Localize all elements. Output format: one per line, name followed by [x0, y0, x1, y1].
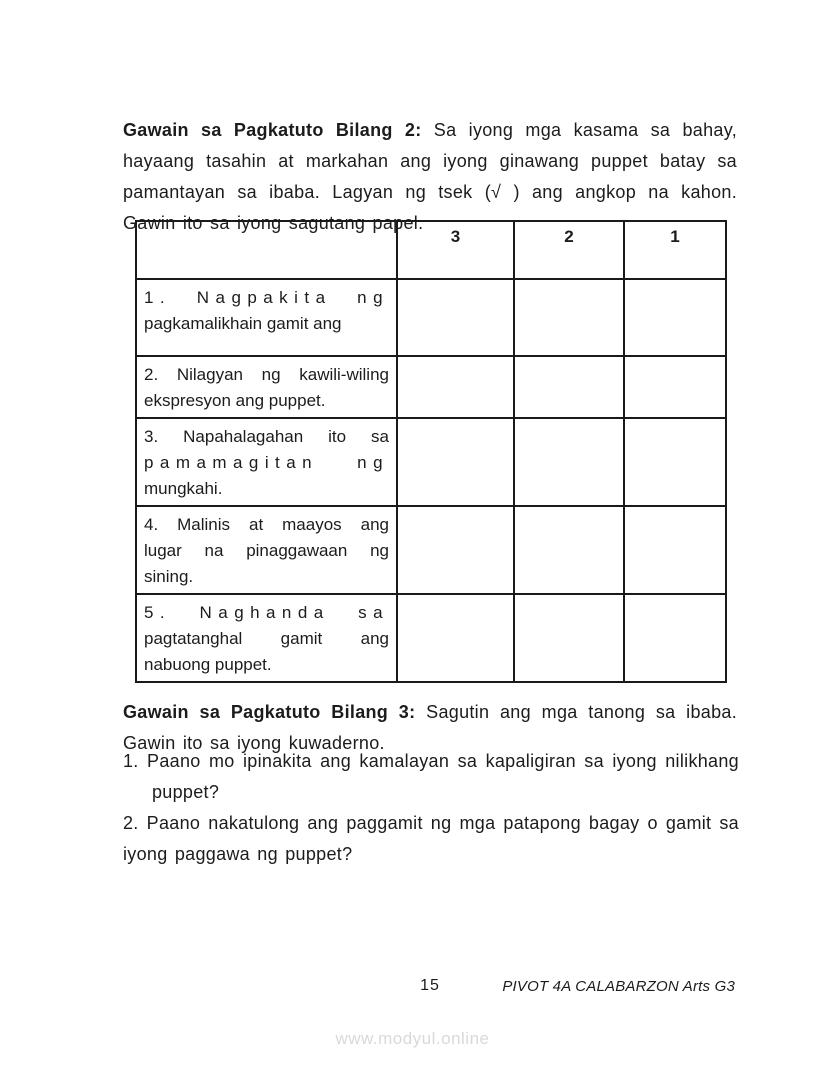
criteria-line: lugar na pinaggawaan ng	[144, 541, 389, 560]
activity3-title: Gawain sa Pagkatuto Bilang 3:	[123, 702, 416, 722]
question-1	[123, 746, 739, 808]
criteria-cell	[136, 594, 397, 682]
module-label: PIVOT 4A CALABARZON Arts G3	[502, 978, 735, 995]
check-cell	[514, 279, 624, 356]
criteria-cell	[136, 418, 397, 506]
check-cell	[397, 594, 514, 682]
check-cell	[514, 506, 624, 594]
rubric-table	[135, 220, 727, 683]
criteria-line: pamamagitan ng	[144, 453, 389, 472]
rubric-row	[136, 418, 726, 506]
criteria-line: pagkamalikhain gamit ang	[144, 314, 342, 333]
score-header-2: 2	[514, 221, 624, 279]
rubric-row	[136, 356, 726, 418]
rubric-header-row	[136, 221, 726, 279]
criteria-line: mungkahi.	[144, 479, 223, 498]
check-cell	[624, 418, 726, 506]
rubric-row	[136, 594, 726, 682]
criteria-cell	[136, 279, 397, 356]
criteria-cell	[136, 506, 397, 594]
check-cell	[397, 356, 514, 418]
activity2-title: Gawain sa Pagkatuto Bilang 2:	[123, 120, 422, 140]
question-1-text: Paano mo ipinakita ang kamalayan sa kapaligiran sa iyong nilikhang puppet?	[147, 751, 739, 802]
check-cell	[624, 279, 726, 356]
check-cell	[514, 418, 624, 506]
criteria-line: 2. Nilagyan ng kawili-wiling	[144, 365, 389, 384]
question-2-number: 2.	[123, 813, 139, 833]
score-header-3: 3	[397, 221, 514, 279]
check-cell	[397, 506, 514, 594]
criteria-line: nabuong puppet.	[144, 655, 272, 674]
watermark-text: www.modyul.online	[335, 1029, 490, 1048]
criteria-line: 4. Malinis at maayos ang	[144, 515, 389, 534]
questions-list	[123, 746, 739, 870]
criteria-line: 3. Napahalagahan ito sa	[144, 427, 389, 446]
check-cell	[624, 594, 726, 682]
check-cell	[624, 356, 726, 418]
activity2-body: Sa iyong mga kasama sa bahay, hayaang tasahin at markahan ang iyong ginawang puppet batay sa pamantayan sa ibaba. Lagyan ng tsek (√ ) ang angkop na kahon. Gawin ito sa iyong sagutang papel.	[123, 120, 737, 233]
check-cell	[514, 356, 624, 418]
check-cell	[624, 506, 726, 594]
question-2	[123, 808, 739, 870]
page-number: 15	[420, 977, 440, 994]
criteria-line: 5. Naghanda sa	[144, 603, 389, 622]
question-2-text: Paano nakatulong ang paggamit ng mga patapong bagay o gamit sa iyong paggawa ng puppet?	[123, 813, 739, 864]
criteria-line: ekspresyon ang puppet.	[144, 391, 326, 410]
rubric-row	[136, 279, 726, 356]
activity3-body: Sagutin ang mga tanong sa ibaba. Gawin ito sa iyong kuwaderno.	[123, 702, 738, 753]
check-cell	[397, 418, 514, 506]
criteria-header-cell	[136, 221, 397, 279]
criteria-line: pagtatanghal gamit ang	[144, 629, 389, 648]
criteria-line: sining.	[144, 567, 194, 586]
criteria-line: 1. Nagpakita ng	[144, 288, 389, 307]
criteria-cell	[136, 356, 397, 418]
score-header-1: 1	[624, 221, 726, 279]
check-cell	[514, 594, 624, 682]
question-1-number: 1.	[123, 751, 139, 771]
check-cell	[397, 279, 514, 356]
rubric-row	[136, 506, 726, 594]
